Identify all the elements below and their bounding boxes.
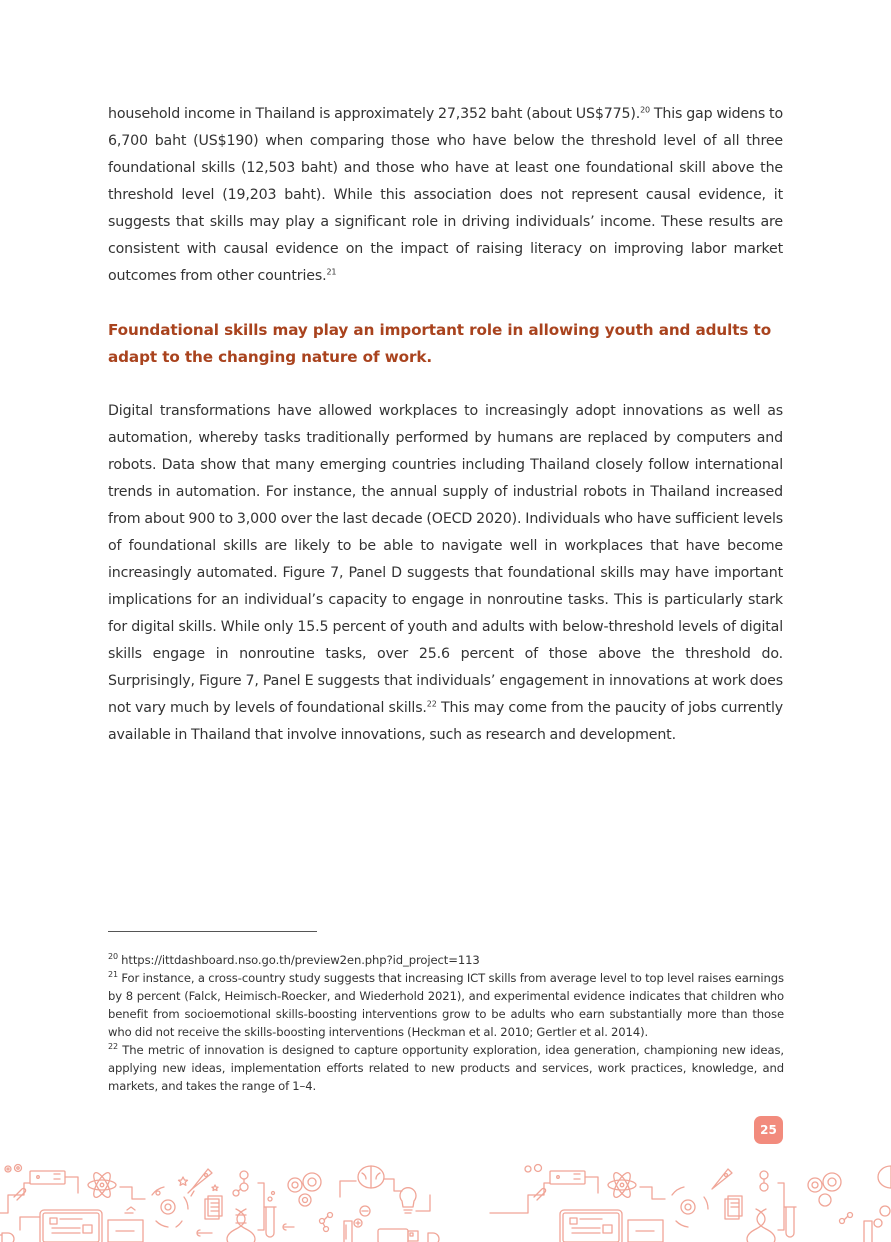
footnotes xyxy=(108,951,784,1095)
rocket-icon xyxy=(188,1169,212,1196)
paragraph-text: This may come from the paucity of jobs currently available in Thailand that involve innovations, such as research and development. xyxy=(108,700,783,743)
footnote-divider xyxy=(108,931,317,932)
footnote-number: 21 xyxy=(108,970,118,980)
body-paragraph-income xyxy=(108,101,783,290)
network-node-icon xyxy=(320,1213,333,1232)
documents-icon xyxy=(205,1196,222,1219)
decorative-footer-illustration xyxy=(0,1155,891,1242)
paragraph-text: Digital transformations have allowed workplaces to increasingly adopt innovations as well as automation, whereby tasks traditionally performed by humans are replaced by computers and robots. Data show that many emerging countries including Thailand closely follow international trends in automation. For instance, the annual supply of industrial robots in Thailand increased from about 900 to 3,000 over the last decade (OECD 2020). Individuals who have sufficient levels of foundational skills are likely to be able to navigate well in workplaces that have become increasingly automated. Figure 7, Panel D suggests that foundational skills may have important implications for an individual’s capacity to engage in nonroutine tasks. This is particularly stark for digital skills. While only 15.5 percent of youth and adults with below-threshold levels of digital skills engage in nonroutine tasks, over 25.6 percent of those above the threshold do. Surprisingly, Figure 7, Panel E suggests that individuals’ engagement in innovations at work does not vary much by levels of foundational skills. xyxy=(108,403,783,716)
footnote-text: The metric of innovation is designed to capture opportunity exploration, idea generation, championing new ideas, applying new ideas, implementation efforts related to new products and services, work practices, knowledge, and markets, and takes the range of 1–4. xyxy=(108,1043,784,1093)
orbit-gear-icon xyxy=(152,1187,188,1227)
footnote-21 xyxy=(108,969,784,1041)
section-heading: Foundational skills may play an important role in allowing youth and adults to adapt to the changing nature of work. xyxy=(108,321,772,366)
footnote-ref-20[interactable]: 20 xyxy=(640,105,650,115)
server-icon xyxy=(30,1171,65,1184)
gears-cluster-icon xyxy=(288,1173,321,1206)
molecule-icon xyxy=(233,1171,248,1196)
page-number-badge: 25 xyxy=(754,1116,783,1144)
body-paragraph-automation xyxy=(108,398,783,749)
dna-icon xyxy=(227,1209,255,1242)
email-card-icon xyxy=(108,1220,143,1242)
usb-drive-icon xyxy=(378,1229,418,1242)
test-tube-icon xyxy=(264,1192,276,1238)
gears-icon xyxy=(5,1165,22,1173)
footnote-22 xyxy=(108,1041,784,1095)
footer-pattern-tile-2 xyxy=(490,1165,891,1242)
footnote-number: 20 xyxy=(108,952,118,962)
footnote-20 xyxy=(108,951,784,969)
footnote-ref-22[interactable]: 22 xyxy=(426,699,437,709)
tablet-icon xyxy=(40,1210,102,1242)
paragraph-text: This gap widens to 6,700 baht (US$190) when comparing those who have below the threshold level of all three foundational skills (12,503 baht) and those who have at least one foundational skill above the threshold level (19,203 baht). While this association does not represent causal evidence, it suggests that skills may play a significant role in driving individuals’ income. These results are consistent with causal evidence on the impact of raising literacy on improving labor market outcomes from other countries. xyxy=(108,106,783,284)
plug-icon xyxy=(0,1233,14,1242)
battery-icon xyxy=(344,1221,352,1242)
footnote-text: For instance, a cross-country study suggests that increasing ICT skills from average level to top level raises earnings by 8 percent (Falck, Heimisch-Roecker, and Wiederhold 2021), and experimental evidence indicates that children who benefit from socioemotional skills-boosting interventions grow to be adults who earn substantially more than those who did not receive the skills-boosting interventions (Heckman et al. 2010; Gertler et al. 2014). xyxy=(108,971,784,1039)
footnote-ref-21[interactable]: 21 xyxy=(326,267,337,277)
footnote-link[interactable]: https://ittdashboard.nso.go.th/preview2en.php?id_project=113 xyxy=(117,953,480,967)
footer-pattern-tile-1 xyxy=(0,1165,439,1242)
brain-icon xyxy=(358,1166,384,1188)
atom-icon xyxy=(88,1170,116,1199)
paragraph-text: household income in Thailand is approximately 27,352 baht (about US$775). xyxy=(108,106,641,122)
footnote-number: 22 xyxy=(108,1042,118,1052)
